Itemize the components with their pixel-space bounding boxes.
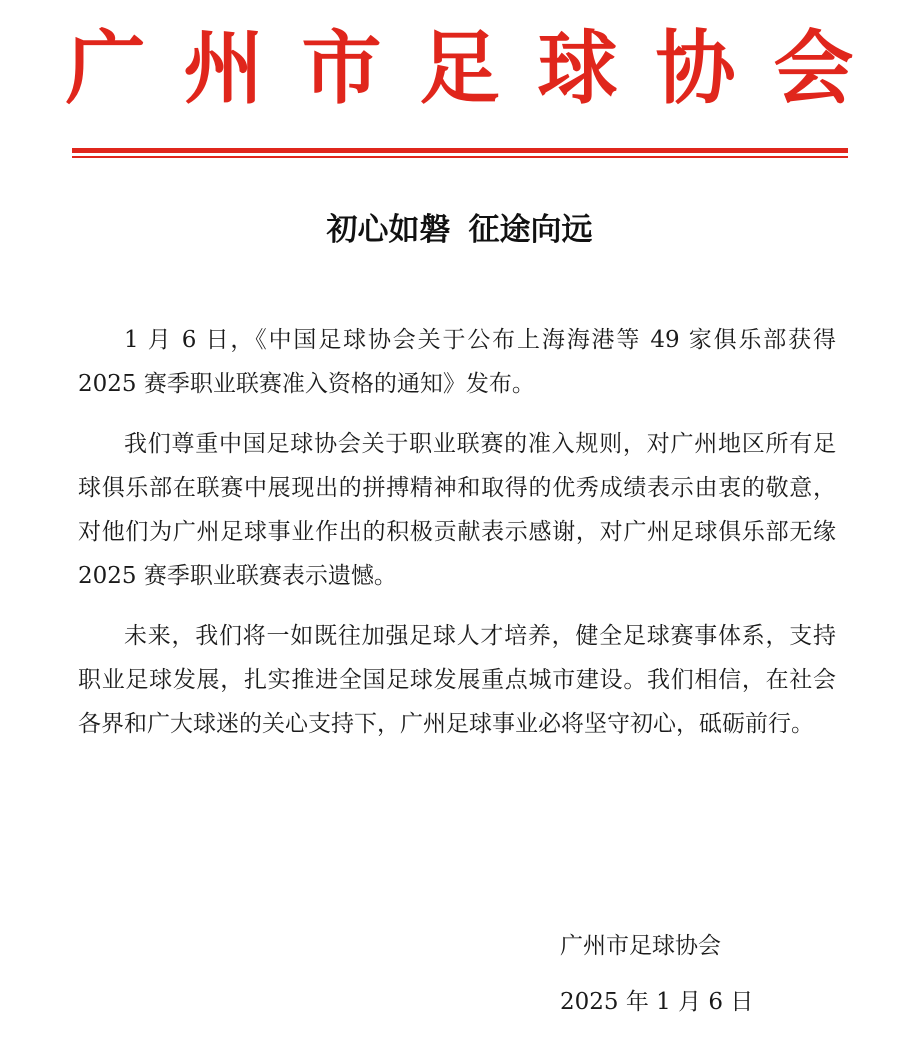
- signature-block: [560, 918, 820, 1030]
- document-body: [78, 318, 836, 762]
- body-paragraph-3: 未来，我们将一如既往加强足球人才培养，健全足球赛事体系，支持职业足球发展，扎实推进全国足球发展重点城市建设。我们相信，在社会各界和广大球迷的关心支持下，广州足球事业必将坚守初心，砥砺前行。: [78, 623, 836, 737]
- signature-date: 2025 年 1 月 6 日: [560, 989, 754, 1015]
- letterhead-divider-thin: [72, 156, 848, 158]
- signature-organization: 广州市足球协会: [560, 933, 721, 959]
- letterhead-divider-thick: [72, 148, 848, 153]
- body-paragraph-2: 我们尊重中国足球协会关于职业联赛的准入规则，对广州地区所有足球俱乐部在联赛中展现出的拼搏精神和取得的优秀成绩表示由衷的敬意，对他们为广州足球事业作出的积极贡献表示感谢，对广州足球俱乐部无缘 2025 赛季职业联赛表示遗憾。: [78, 431, 836, 589]
- document-title-part2: 征途向远: [468, 212, 593, 248]
- body-paragraph-1: 1 月 6 日，《中国足球协会关于公布上海海港等 49 家俱乐部获得 2025 赛季职业联赛准入资格的通知》发布。: [78, 327, 836, 397]
- document-title-part1: 初心如磐: [326, 212, 451, 248]
- document-title: [0, 208, 919, 252]
- letterhead-title: 广州市足球协会: [65, 21, 892, 115]
